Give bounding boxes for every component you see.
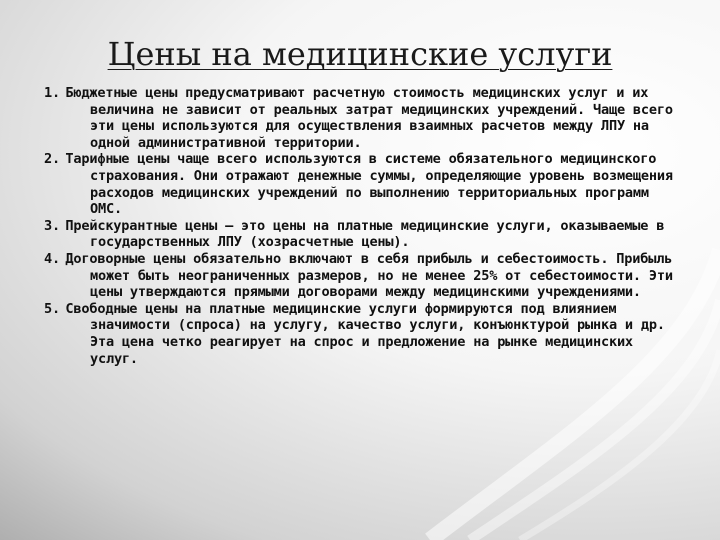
list-item-number: 3. [44,217,60,234]
list-item-text: Тарифные цены чаще всего используются в системе обязательного медицинского страхования. Они отражают денежные суммы, определяющие уровень возмещения расходов медицинских учреждений по выполнению территориальных программ ОМС. [65,151,673,218]
price-types-list [44,85,684,367]
slide-title-text: Цены на медицинские услуги [107,35,613,73]
list-item-number: 2. [44,151,60,168]
list-item-number: 4. [44,250,60,267]
list-item-text: Бюджетные цены предусматривают расчетную стоимость медицинских услуг и их величина не зависит от реальных затрат медицинских учреждений. Чаще всего эти цены используются для осуществления взаимных расчетов между ЛПУ на одной административной территории. [65,85,673,151]
list-item-text: Договорные цены обязательно включают в себя прибыль и себестоимость. Прибыль может быть неограниченных размеров, но не менее 25% от себестоимости. Эти цены утверждаются прямыми договорами между медицинскими учреждениями. [65,250,673,301]
list-item [44,301,684,367]
list-item-number: 5. [44,300,60,317]
list-item-number: 1. [44,85,60,101]
list-item-text: Прейскурантные цены – это цены на платные медицинские услуги, оказываемые в государственных ЛПУ (хозрасчетные цены). [65,217,665,251]
list-item [44,218,684,251]
list-item [44,251,684,301]
slide-title [0,34,720,74]
list-item-text: Свободные цены на платные медицинские услуги формируются под влиянием значимости (спроса) на услугу, качество услуги, конъюнктурой рынка и др. Эта цена четко реагирует на спрос и предложение на рынке медицинских услуг. [65,300,665,367]
list-item [44,85,684,151]
list-item [44,151,684,217]
